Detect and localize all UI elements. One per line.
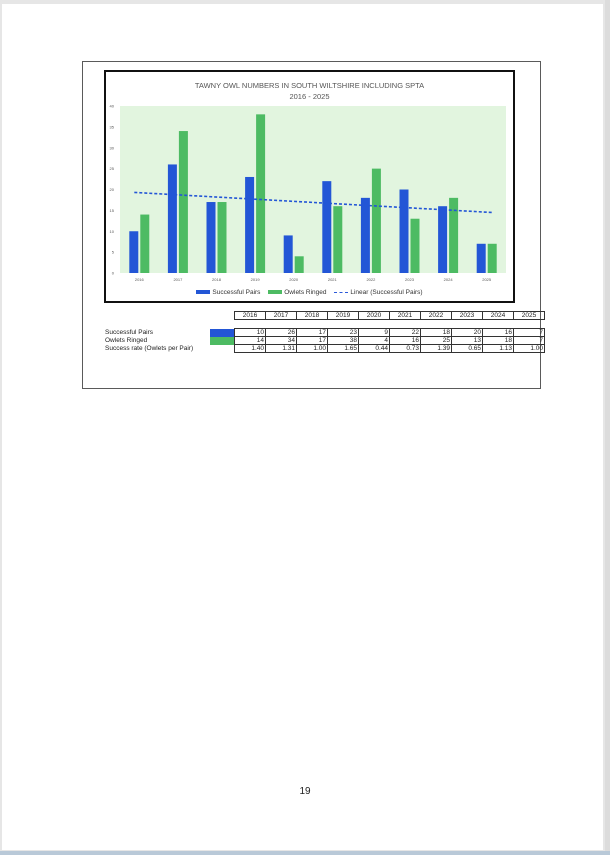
table-cell: 10 xyxy=(235,329,266,337)
legend-item-owlets xyxy=(268,289,326,296)
table-cell: 22 xyxy=(390,329,421,337)
year-header: 2019 xyxy=(328,312,359,320)
legend xyxy=(106,289,513,296)
table-cell: 38 xyxy=(328,337,359,345)
y-tick-label: 20 xyxy=(109,187,114,192)
year-header: 2017 xyxy=(266,312,297,320)
table-cell: 0.73 xyxy=(390,345,421,353)
table-cell: 26 xyxy=(266,329,297,337)
legend-item-pairs xyxy=(196,289,260,296)
bar-owlets-ringed xyxy=(488,244,497,273)
status-strip xyxy=(0,851,610,855)
chart-subtitle: 2016 - 2025 xyxy=(289,92,330,101)
table-row-success-rate xyxy=(104,345,545,353)
bar-successful-pairs xyxy=(438,206,447,273)
bar-successful-pairs xyxy=(245,177,254,273)
table-cell: 1.39 xyxy=(421,345,452,353)
y-tick-label: 35 xyxy=(109,124,114,130)
y-tick-label: 5 xyxy=(111,249,114,255)
table-cell: 18 xyxy=(421,329,452,337)
legend-swatch-owlets xyxy=(268,290,282,294)
x-tick-label: 2022 xyxy=(366,277,376,282)
bar-successful-pairs xyxy=(129,231,138,273)
bar-owlets-ringed xyxy=(411,219,420,273)
y-tick-label: 10 xyxy=(109,228,114,234)
row-key-swatch xyxy=(210,337,235,345)
table-row-owlets xyxy=(104,337,545,345)
legend-label-owlets: Owlets Ringed xyxy=(284,289,327,296)
table-cell: 14 xyxy=(235,337,266,345)
scrollbar-track[interactable] xyxy=(605,0,610,855)
bar-successful-pairs xyxy=(322,181,331,273)
x-tick-label: 2020 xyxy=(289,277,299,282)
table-cell: 13 xyxy=(452,337,483,345)
table-cell: 9 xyxy=(359,329,390,337)
bar-owlets-ringed xyxy=(295,256,304,273)
y-tick-label: 30 xyxy=(109,145,114,151)
table-cell: 17 xyxy=(297,337,328,345)
x-tick-label: 2017 xyxy=(173,277,183,282)
table-cell: 0.65 xyxy=(452,345,483,353)
y-tick-label: 0 xyxy=(111,270,114,276)
bar-owlets-ringed xyxy=(449,198,458,273)
year-header: 2023 xyxy=(452,312,483,320)
table-cell: 23 xyxy=(328,329,359,337)
chart-title: TAWNY OWL NUMBERS IN SOUTH WILTSHIRE INCLUDING SPTA xyxy=(194,81,425,90)
bar-successful-pairs xyxy=(400,190,409,274)
table-cell: 7 xyxy=(514,337,545,345)
x-tick-label: 2018 xyxy=(212,277,221,282)
table-cell: 18 xyxy=(483,337,514,345)
year-header: 2024 xyxy=(483,312,514,320)
table-cell: 1.00 xyxy=(297,345,328,353)
bar-successful-pairs xyxy=(207,202,216,273)
table-cell: 1.65 xyxy=(328,345,359,353)
bar-owlets-ringed xyxy=(256,114,265,273)
plot-area xyxy=(120,106,506,273)
chart-svg xyxy=(106,72,513,282)
year-header: 2018 xyxy=(297,312,328,320)
x-tick-label: 2019 xyxy=(250,277,260,282)
bar-owlets-ringed xyxy=(333,206,342,273)
legend-swatch-trend xyxy=(334,292,348,293)
year-header: 2022 xyxy=(421,312,452,320)
x-tick-label: 2021 xyxy=(327,277,337,282)
data-table xyxy=(104,311,545,353)
bar-successful-pairs xyxy=(361,198,370,273)
legend-swatch-pairs xyxy=(196,290,210,294)
table-row-pairs xyxy=(104,329,545,337)
table-cell: 7 xyxy=(514,329,545,337)
table-cell: 34 xyxy=(266,337,297,345)
year-header: 2021 xyxy=(390,312,421,320)
bar-owlets-ringed xyxy=(140,215,149,273)
y-tick-label: 25 xyxy=(109,166,114,172)
table-cell: 20 xyxy=(452,329,483,337)
table-cell: 17 xyxy=(297,329,328,337)
table-cell: 16 xyxy=(483,329,514,337)
row-label: Successful Pairs xyxy=(105,329,154,336)
page-number: 19 xyxy=(299,786,311,797)
legend-item-trend xyxy=(334,289,422,296)
table-cell: 16 xyxy=(390,337,421,345)
x-tick-label: 2024 xyxy=(443,277,453,282)
year-header: 2020 xyxy=(359,312,390,320)
table-cell: 0.44 xyxy=(359,345,390,353)
table-cell: 25 xyxy=(421,337,452,345)
bar-successful-pairs xyxy=(168,164,177,273)
row-label: Owlets Ringed xyxy=(105,337,148,344)
table-cell: 1.40 xyxy=(235,345,266,353)
bar-owlets-ringed xyxy=(179,131,188,273)
table-cell: 1.31 xyxy=(266,345,297,353)
bar-owlets-ringed xyxy=(218,202,227,273)
row-key-swatch xyxy=(210,329,235,337)
chart-container xyxy=(104,70,515,303)
legend-label-pairs: Successful Pairs xyxy=(212,289,261,296)
year-header: 2025 xyxy=(514,312,545,320)
row-label: Success rate (Owlets per Pair) xyxy=(105,345,194,352)
table-spacer-row xyxy=(104,320,545,329)
bar-owlets-ringed xyxy=(372,169,381,273)
y-tick-label: 40 xyxy=(109,103,114,109)
x-tick-label: 2023 xyxy=(405,277,414,282)
x-tick-label: 2016 xyxy=(134,277,144,282)
table-cell: 4 xyxy=(359,337,390,345)
legend-label-trend: Linear (Successful Pairs) xyxy=(350,289,423,296)
y-tick-label: 15 xyxy=(109,207,114,213)
year-header: 2016 xyxy=(235,312,266,320)
table-header-row xyxy=(104,312,545,320)
bar-successful-pairs xyxy=(284,235,293,273)
table-cell: 1.13 xyxy=(483,345,514,353)
x-tick-label: 2025 xyxy=(482,277,492,282)
bar-successful-pairs xyxy=(477,244,486,273)
table-cell: 1.00 xyxy=(514,345,545,353)
